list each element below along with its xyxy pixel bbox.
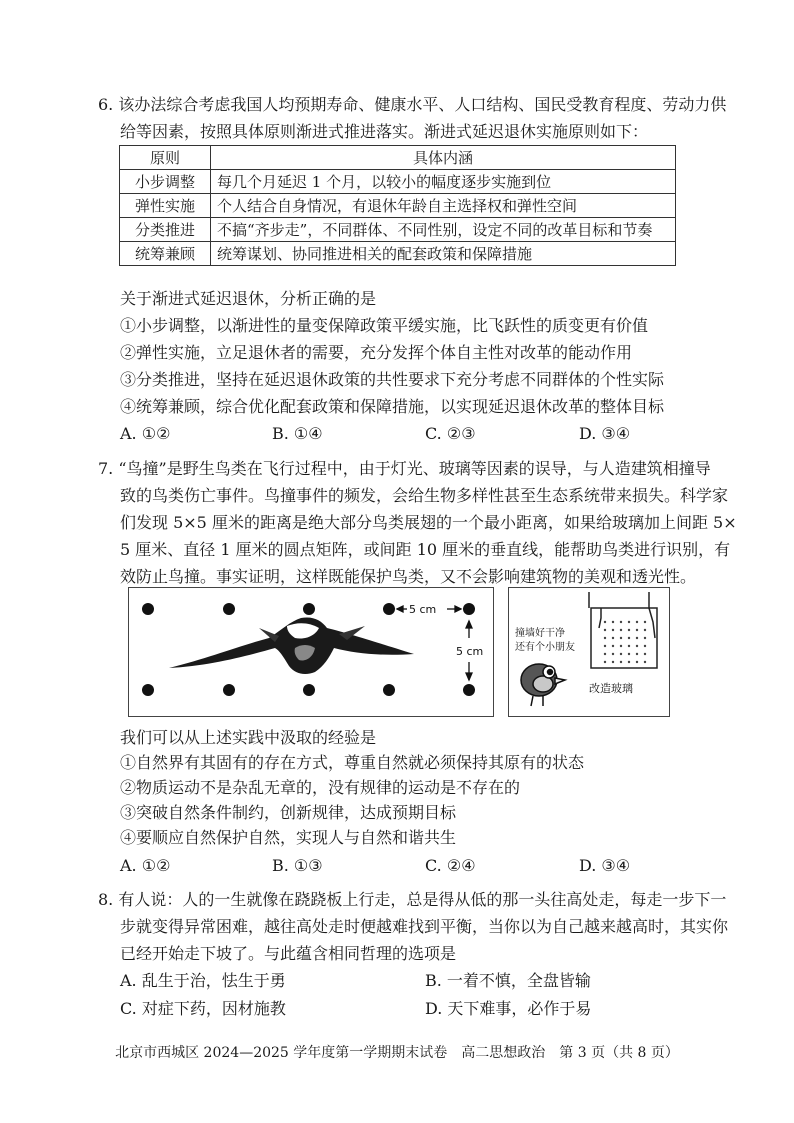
q8-option-a[interactable]: A. 乱生于治，怯生于勇: [120, 971, 286, 990]
speech-line-1: 撞墙好干净: [515, 628, 565, 639]
q6-option-d[interactable]: D. ③④: [579, 424, 631, 443]
horizontal-dimension-label: 5 cm: [409, 603, 437, 616]
bird-silhouette: [169, 617, 414, 674]
q7-option-c[interactable]: C. ②④: [425, 856, 476, 875]
q7-option-d[interactable]: D. ③④: [579, 856, 631, 875]
table-cell: 弹性实施: [120, 194, 211, 218]
q6-option-a[interactable]: A. ①②: [120, 424, 171, 443]
table-header: 具体内涵: [211, 146, 676, 170]
q6-prompt: 关于渐进式延迟退休，分析正确的是: [120, 289, 377, 308]
matrix-dot: [383, 603, 395, 615]
table-cell: 分类推进: [120, 218, 211, 242]
table-row: [120, 242, 676, 266]
matrix-dot: [223, 684, 235, 696]
q8-stem-line1: 8. 有人说：人的一生就像在跷跷板上行走，总是得从低的那一头往高处走，每走一步下一: [98, 890, 727, 909]
matrix-dot: [303, 603, 315, 615]
q7-option-b[interactable]: B. ①③: [272, 856, 323, 875]
table-cell: 统筹兼顾: [120, 242, 211, 266]
retirement-principles-table: [119, 145, 676, 266]
page-footer: 北京市西城区 2024—2025 学年度第一学期期末试卷 高二思想政治 第 3 页（共 8 页）: [115, 1045, 679, 1061]
q7-statement-3: ③突破自然条件制约，创新规律，达成预期目标: [120, 803, 457, 822]
q6-stem-line1: 6. 该办法综合考虑我国人均预期寿命、健康水平、人口结构、国民受教育程度、劳动力供: [98, 95, 727, 114]
dot-grid-on-glass: [604, 621, 646, 663]
cartoon-figure: [508, 587, 670, 717]
q7-stem-line4: 5 厘米、直径 1 厘米的圆点矩阵，或间距 10 厘米的垂直线，能帮助鸟类进行识别，有: [120, 540, 731, 559]
q8-option-c[interactable]: C. 对症下药，因材施教: [120, 999, 286, 1018]
q7-statement-2: ②物质运动不是杂乱无章的，没有规律的运动是不存在的: [120, 778, 521, 797]
window-frame: [589, 592, 657, 668]
q6-stem-line2: 给等因素，按照具体原则渐进式推进落实。渐进式延迟退休实施原则如下：: [120, 122, 649, 141]
q7-stem-line5: 效防止鸟撞。事实证明，这样既能保护鸟类，又不会影响建筑物的美观和透光性。: [120, 567, 697, 586]
q7-statement-4: ④要顺应自然保护自然，实现人与自然和谐共生: [120, 828, 457, 847]
q7-statement-1: ①自然界有其固有的存在方式，尊重自然就必须保持其原有的状态: [120, 753, 585, 772]
matrix-dot: [303, 684, 315, 696]
dot-matrix-figure: [128, 587, 494, 717]
q8-option-d[interactable]: D. 天下难事，必作于易: [425, 999, 592, 1018]
q7-prompt: 我们可以从上述实践中汲取的经验是: [120, 728, 377, 747]
table-cell: 每几个月延迟 1 个月，以较小的幅度逐步实施到位: [211, 170, 676, 194]
q8-option-b[interactable]: B. 一着不慎，全盘皆输: [425, 971, 591, 990]
table-cell: 个人结合自身情况，有退休年龄自主选择权和弹性空间: [211, 194, 676, 218]
matrix-dot: [142, 603, 154, 615]
table-cell: 小步调整: [120, 170, 211, 194]
matrix-dot: [223, 603, 235, 615]
dot-matrix-illustration: [129, 588, 493, 716]
matrix-dot: [463, 603, 475, 615]
vertical-dimension-label: 5 cm: [456, 645, 484, 658]
q6-option-c[interactable]: C. ②③: [425, 424, 476, 443]
table-row: [120, 218, 676, 242]
q6-statement-1: ①小步调整，以渐进性的量变保障政策平缓实施，比飞跃性的质变更有价值: [120, 316, 649, 335]
cartoon-illustration: [509, 588, 669, 716]
q6-statement-3: ③分类推进，坚持在延迟退休政策的共性要求下充分考虑不同群体的个性实际: [120, 370, 665, 389]
matrix-dot: [142, 684, 154, 696]
matrix-dot: [383, 684, 395, 696]
q8-stem-line3: 已经开始走下坡了。与此蕴含相同哲理的选项是: [120, 944, 457, 963]
table-cell: 统筹谋划、协同推进相关的配套政策和保障措施: [211, 242, 676, 266]
q7-stem-line2: 致的鸟类伤亡事件。鸟撞事件的频发，会给生物多样性甚至生态系统带来损失。科学家: [120, 486, 729, 505]
table-row: [120, 194, 676, 218]
q7-stem-line3: 们发现 5×5 厘米的距离是绝大部分鸟类展翅的一个最小距离，如果给玻璃加上间距 5×: [120, 513, 737, 532]
figure2-caption: 改造玻璃: [589, 682, 633, 695]
q6-option-b[interactable]: B. ①④: [272, 424, 323, 443]
table-row: [120, 170, 676, 194]
q6-statement-2: ②弹性实施，立足退休者的需要，充分发挥个体自主性对改革的能动作用: [120, 343, 633, 362]
q8-stem-line2: 步就变得异常困难，越往高处走时便越难找到平衡，当你以为自己越来越高时，其实你: [120, 917, 729, 936]
q7-stem-line1: 7. “鸟撞”是野生鸟类在飞行过程中，由于灯光、玻璃等因素的误导，与人造建筑相撞导: [98, 459, 711, 478]
table-header-row: [120, 146, 676, 170]
q6-statement-4: ④统筹兼顾，综合优化配套政策和保障措施，以实现延迟退休改革的整体目标: [120, 397, 665, 416]
speech-line-2: 还有个小朋友: [515, 642, 575, 653]
cartoon-bird: [521, 664, 565, 706]
table-header: 原则: [120, 146, 211, 170]
matrix-dot: [463, 684, 475, 696]
q7-option-a[interactable]: A. ①②: [120, 856, 171, 875]
table-cell: 不搞“齐步走”，不同群体、不同性别，设定不同的改革目标和节奏: [211, 218, 676, 242]
